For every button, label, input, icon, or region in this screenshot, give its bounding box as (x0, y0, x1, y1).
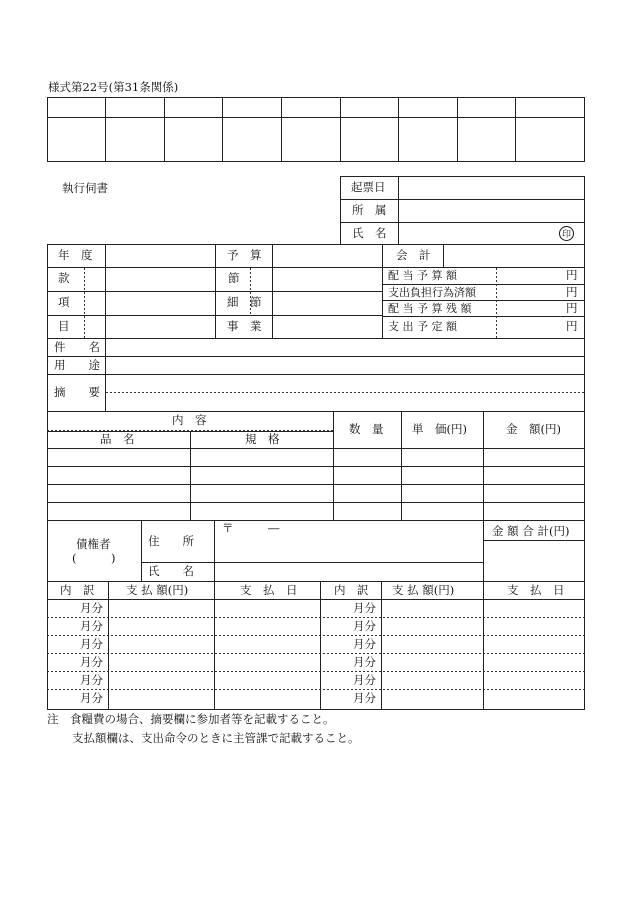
tekiyo-label: 摘 要 (54, 385, 100, 399)
kan-label: 款 (58, 271, 70, 285)
month-suffix: 月分 (353, 673, 376, 687)
kingaku-header: 金 額(円) (506, 422, 561, 436)
saisetsu-label: 細 節 (227, 295, 262, 309)
naiyo-header: 内 容 (172, 413, 207, 427)
shiharai-bi-header: 支 払 日 (240, 583, 298, 597)
yoto-label: 用 途 (54, 358, 100, 372)
kikaku-header: 規 格 (245, 432, 280, 446)
month-suffix: 月分 (80, 691, 103, 705)
total-amount-label: 金 額 合 計(円) (492, 524, 570, 538)
shishutsu-futan-label: 支出負担行為済額 (388, 286, 476, 299)
seal-mark: 印 (559, 226, 574, 241)
form-number: 様式第22号(第31条関係) (48, 80, 179, 94)
month-suffix: 月分 (353, 619, 376, 633)
yen-unit: 円 (566, 301, 578, 315)
kihyo-date-label: 起票日 (351, 180, 386, 194)
document-title: 執行伺書 (62, 181, 108, 195)
tanka-header: 単 価(円) (412, 422, 467, 436)
month-suffix: 月分 (80, 619, 103, 633)
yen-unit: 円 (566, 285, 578, 299)
creditor-address-label: 住 所 (148, 534, 194, 548)
note-line-1: 注 食糧費の場合、摘要欄に参加者等を記載すること。 (47, 712, 335, 726)
month-suffix: 月分 (80, 637, 103, 651)
month-suffix: 月分 (80, 601, 103, 615)
jigyo-label: 事 業 (227, 319, 262, 333)
month-suffix: 月分 (80, 673, 103, 687)
kaikei-label: 会 計 (396, 248, 431, 262)
yen-unit: 円 (566, 268, 578, 282)
yosan-label: 予 算 (227, 248, 262, 262)
creditor-paren: ( ) (72, 551, 116, 565)
month-suffix: 月分 (353, 655, 376, 669)
postal-code-mark: 〒 ― (222, 521, 280, 535)
shiharai-gaku-header: 支 払 額(円) (392, 583, 455, 597)
kenmei-label: 件 名 (54, 340, 100, 354)
moku-label: 目 (58, 319, 70, 333)
shishutsu-yotei-label: 支 出 予 定 額 (388, 320, 457, 333)
shiharai-bi-header: 支 払 日 (507, 583, 565, 597)
month-suffix: 月分 (80, 655, 103, 669)
nendo-label: 年 度 (58, 248, 93, 262)
yen-unit: 円 (566, 319, 578, 333)
shimei-label: 氏 名 (352, 226, 387, 240)
uchiwake-header: 内 訳 (60, 583, 95, 597)
month-suffix: 月分 (353, 691, 376, 705)
haito-yosan-label: 配 当 予 算 額 (388, 269, 457, 282)
shozoku-label: 所 属 (352, 203, 387, 217)
month-suffix: 月分 (353, 637, 376, 651)
haito-zan-label: 配 当 予 算 残 額 (388, 302, 472, 315)
uchiwake-header: 内 訳 (334, 583, 369, 597)
note-line-2: 支払額欄は、支出命令のときに主管課で記載すること。 (72, 731, 360, 745)
shiharai-gaku-header: 支 払 額(円) (126, 583, 189, 597)
hinmei-header: 品 名 (100, 432, 135, 446)
month-suffix: 月分 (353, 601, 376, 615)
kou-label: 項 (58, 295, 70, 309)
creditor-label: 債権者 (76, 537, 111, 551)
suryo-header: 数 量 (349, 422, 384, 436)
creditor-name-label: 氏 名 (148, 564, 194, 578)
setsu-label: 節 (228, 271, 240, 285)
